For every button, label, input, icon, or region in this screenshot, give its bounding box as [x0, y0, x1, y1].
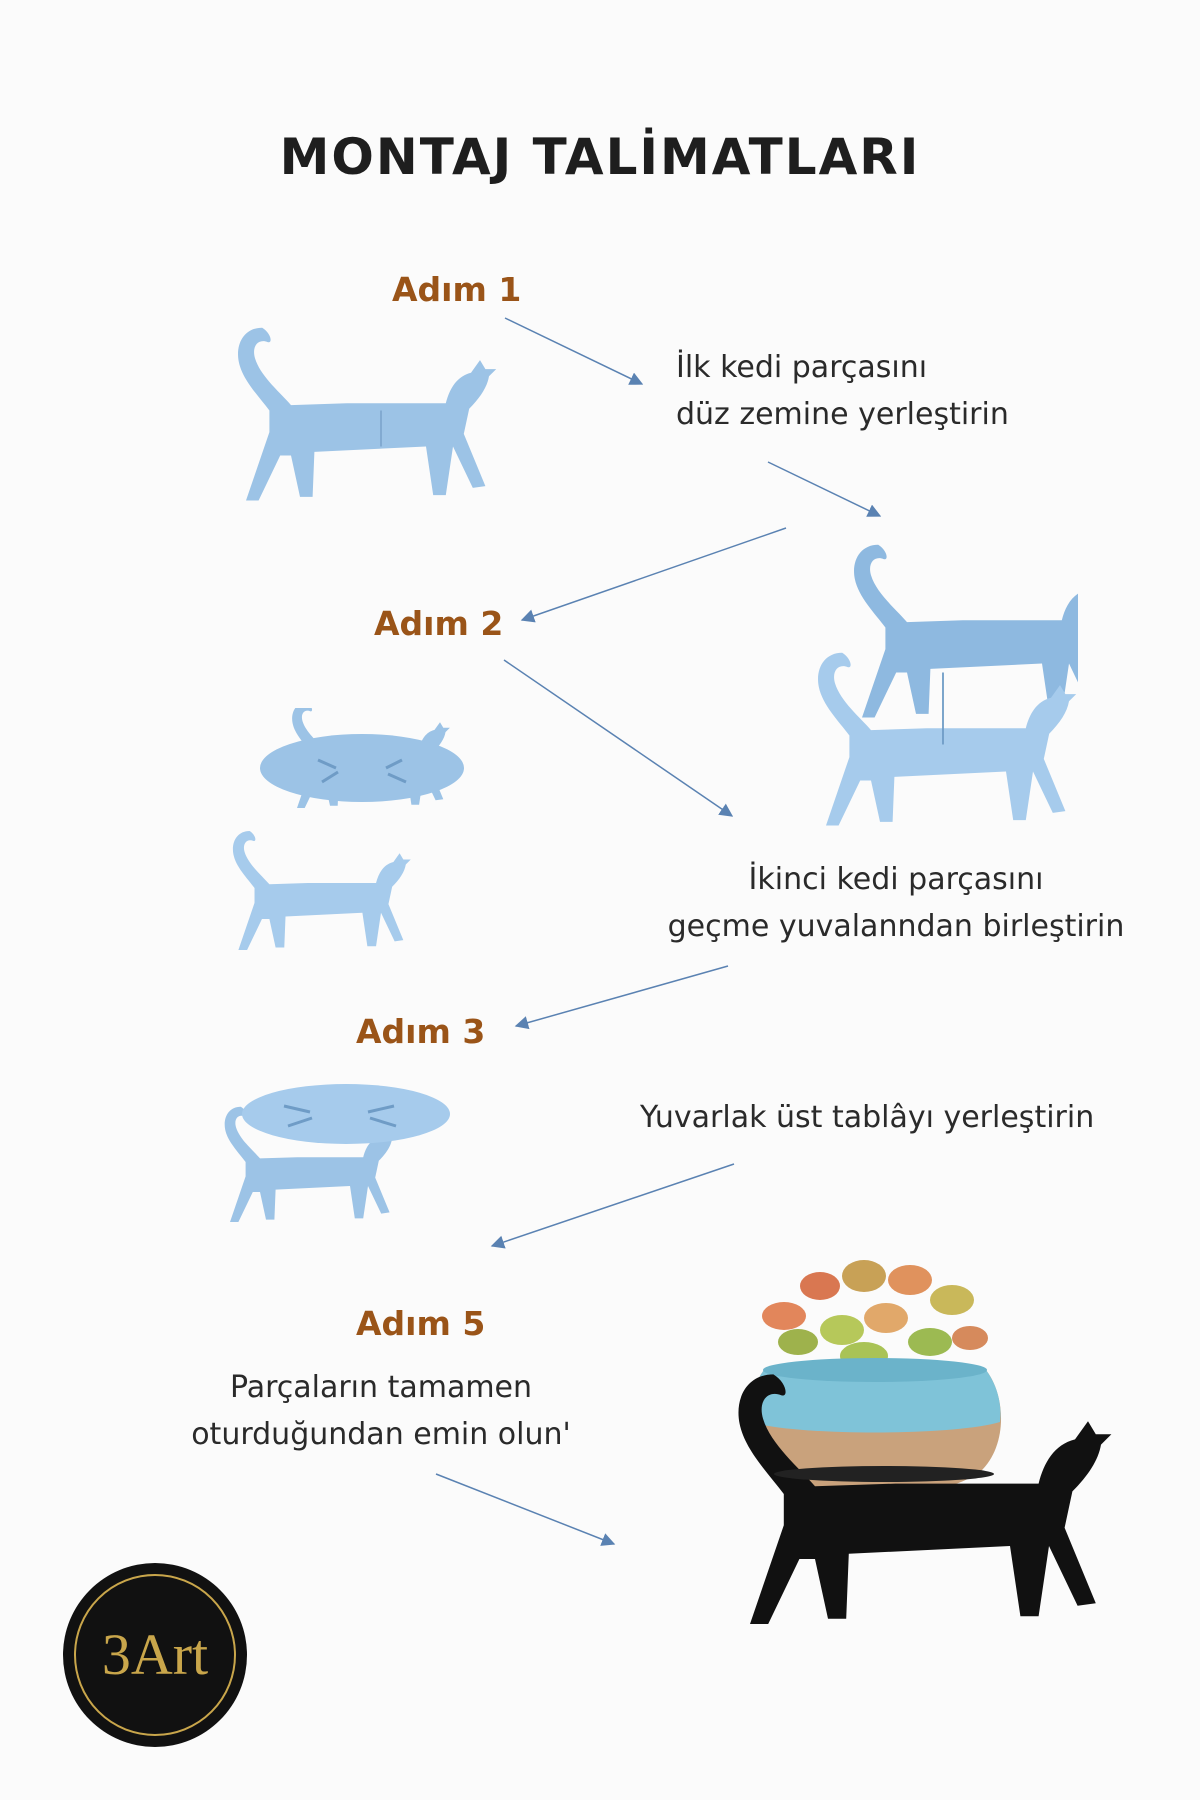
step-2-label: Adım 2 — [374, 604, 504, 643]
logo-text: 3Art — [101, 1622, 209, 1687]
final-product-image — [724, 1246, 1124, 1636]
cat-pair-assembly-icon — [808, 536, 1078, 836]
cat-silhouette-icon — [228, 300, 498, 530]
step-3-label: Adım 3 — [356, 1012, 486, 1051]
step-1-line-1: İlk kedi parçasını — [676, 350, 928, 385]
arrow-icon — [492, 1164, 734, 1246]
stand-with-tray-icon — [226, 708, 486, 968]
step-2-line-2: geçme yuvalanndan birleştirin — [667, 909, 1125, 944]
step-1-label: Adım 1 — [392, 270, 522, 309]
arrow-icon — [768, 462, 880, 516]
arrow-icon — [436, 1474, 614, 1544]
step-1-line-2: düz zemine yerleştirin — [676, 397, 1009, 432]
page-title: MONTAJ TALİMATLARI — [279, 128, 921, 186]
arrow-icon — [504, 660, 732, 816]
arrow-icon — [522, 528, 786, 620]
step-5-label: Adım 5 — [356, 1304, 486, 1343]
step-3-line-1: Yuvarlak üst tablâyı yerleştirin — [640, 1100, 1095, 1135]
step-2-line-1: İkinci kedi parçasını — [748, 862, 1044, 897]
arrow-icon — [516, 966, 728, 1026]
step-5-line-2: oturduğundan emin olun' — [191, 1417, 571, 1452]
arrow-icon — [505, 318, 642, 384]
step-5-line-1: Parçaların tamamen — [229, 1370, 533, 1405]
brand-logo — [62, 1562, 248, 1748]
stand-with-tray-step3-icon — [218, 1080, 488, 1260]
